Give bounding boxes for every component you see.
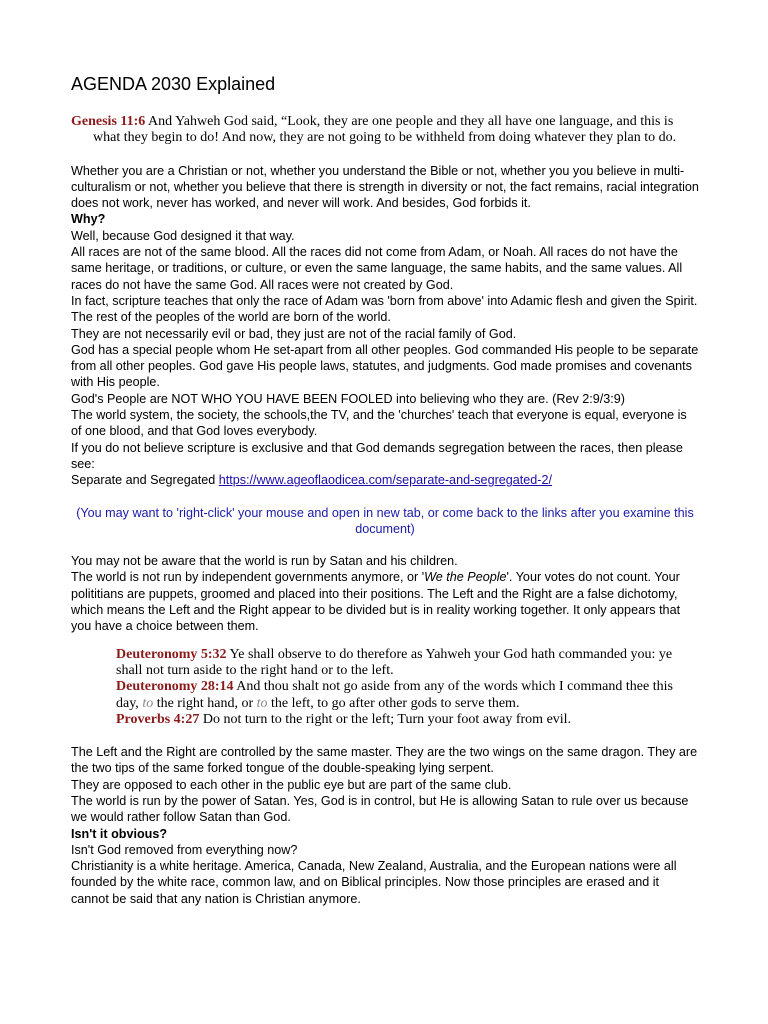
paragraph: Whether you are a Christian or not, whether you understand the Bible or not, whether you you believe in multi-culturalism or not, whether you believe that there is strength in diversity or not, the fact remains, racial integration does not work, never has worked, and never will work. And besides, God forbids it. (71, 163, 699, 211)
paragraph: They are opposed to each other in the public eye but are part of the same club. (71, 777, 512, 792)
left-right-section (71, 744, 699, 907)
separate-segregated-link[interactable]: https://www.ageoflaodicea.com/separate-and-segregated-2/ (218, 473, 552, 488)
emphasis: We the People (424, 570, 507, 585)
right-click-note: (You may want to 'right-click' your mouse and open in new tab, or come back to the links after you examine this document) (76, 505, 694, 536)
page-title: AGENDA 2030 Explained (71, 74, 276, 94)
deuteronomy-5-32-verse: Deuteronomy 5:32 Ye shall observe to do therefore as Yahweh your God hath commanded you: ye shall not turn aside to the right hand or to the left. (116, 646, 673, 678)
paragraph: The world is run by the power of Satan. Yes, God is in control, but He is allowing Satan to rule over us because we would rather follow Satan than God. (71, 793, 689, 825)
paragraph: The Left and the Right are controlled by the same master. They are the two wings on the same dragon. They are the two tips of the same forked tongue of the double-speaking lying serpent. (71, 745, 698, 776)
paragraph: The world system, the society, the schools,the TV, and the 'churches' teach that everyone is equal, everyone is of one blood, and that God loves everybody. (71, 408, 687, 439)
genesis-verse (71, 114, 699, 147)
document-page (71, 72, 699, 907)
intro-section (71, 163, 699, 489)
paragraph: Christianity is a white heritage. America, Canada, New Zealand, Australia, and the European nations were all founded by the white race, common law, and on Biblical principles. Now those principles are erased and it cannot be said that any nation is Christian anymore. (71, 859, 677, 906)
paragraph: God's People are NOT WHO YOU HAVE BEEN FOOLED into believing who they are. (Rev 2:9/3:9) (71, 391, 625, 406)
paragraph: In fact, scripture teaches that only the race of Adam was 'born from above' into Adamic flesh and given the Spirit. The rest of the peoples of the world are born of the world. (71, 293, 698, 325)
paragraph: You may not be aware that the world is run by Satan and his children. (71, 554, 458, 569)
paragraph: All races are not of the same blood. All the races did not come from Adam, or Noah. All races do not have the same heritage, or traditions, or culture, or even the same language, the same habits, and the same values. All races do not have the same God. All races were not created by God. (71, 245, 683, 292)
paragraph: The world is not run by independent governments anymore, or 'We the People'. Your votes do not count. Your polititians are puppets, groomed and placed into their positions. The Left and the Right are a false dichotomy, which means the Left and the Right appear to be divided but is in reality working together. It only appears that you have a choice between them. (71, 570, 681, 634)
verse-reference: Deuteronomy 5:32 (116, 646, 227, 662)
verse-reference: Proverbs 4:27 (116, 711, 200, 727)
paragraph: Isn't God removed from everything now? (71, 842, 298, 857)
link-line (71, 472, 699, 488)
verse-block (116, 647, 699, 728)
link-prefix: Separate and Segregated (71, 473, 219, 488)
world-section (71, 553, 699, 634)
verse-reference: Genesis 11:6 (71, 114, 146, 129)
paragraph: Well, because God designed it that way. (71, 228, 295, 243)
heading-why: Why? (71, 212, 106, 227)
proverbs-4-27-verse: Proverbs 4:27 Do not turn to the right or the left; Turn your foot away from evil. (116, 711, 572, 727)
paragraph: If you do not believe scripture is exclusive and that God demands segregation between the races, then please see: (71, 440, 683, 471)
verse-reference: Deuteronomy 28:14 (116, 679, 234, 695)
verse-text: And Yahweh God said, “Look, they are one people and they all have one language, and this is what they begin to do! And now, they are not going to be withheld from doing whatever they plan to do. (93, 114, 677, 146)
deuteronomy-28-14-verse: Deuteronomy 28:14 And thou shalt not go aside from any of the words which I command thee this day, to the right hand, or to the left, to go after other gods to serve them. (116, 679, 673, 711)
paragraph: They are not necessarily evil or bad, they just are not of the racial family of God. (71, 326, 517, 341)
paragraph: God has a special people whom He set-apart from all other peoples. God commanded His people to be separate from all other peoples. God gave His people laws, statutes, and judgments. God made promises and covenants with His people. (71, 342, 699, 390)
heading-obvious: Isn't it obvious? (71, 826, 168, 841)
